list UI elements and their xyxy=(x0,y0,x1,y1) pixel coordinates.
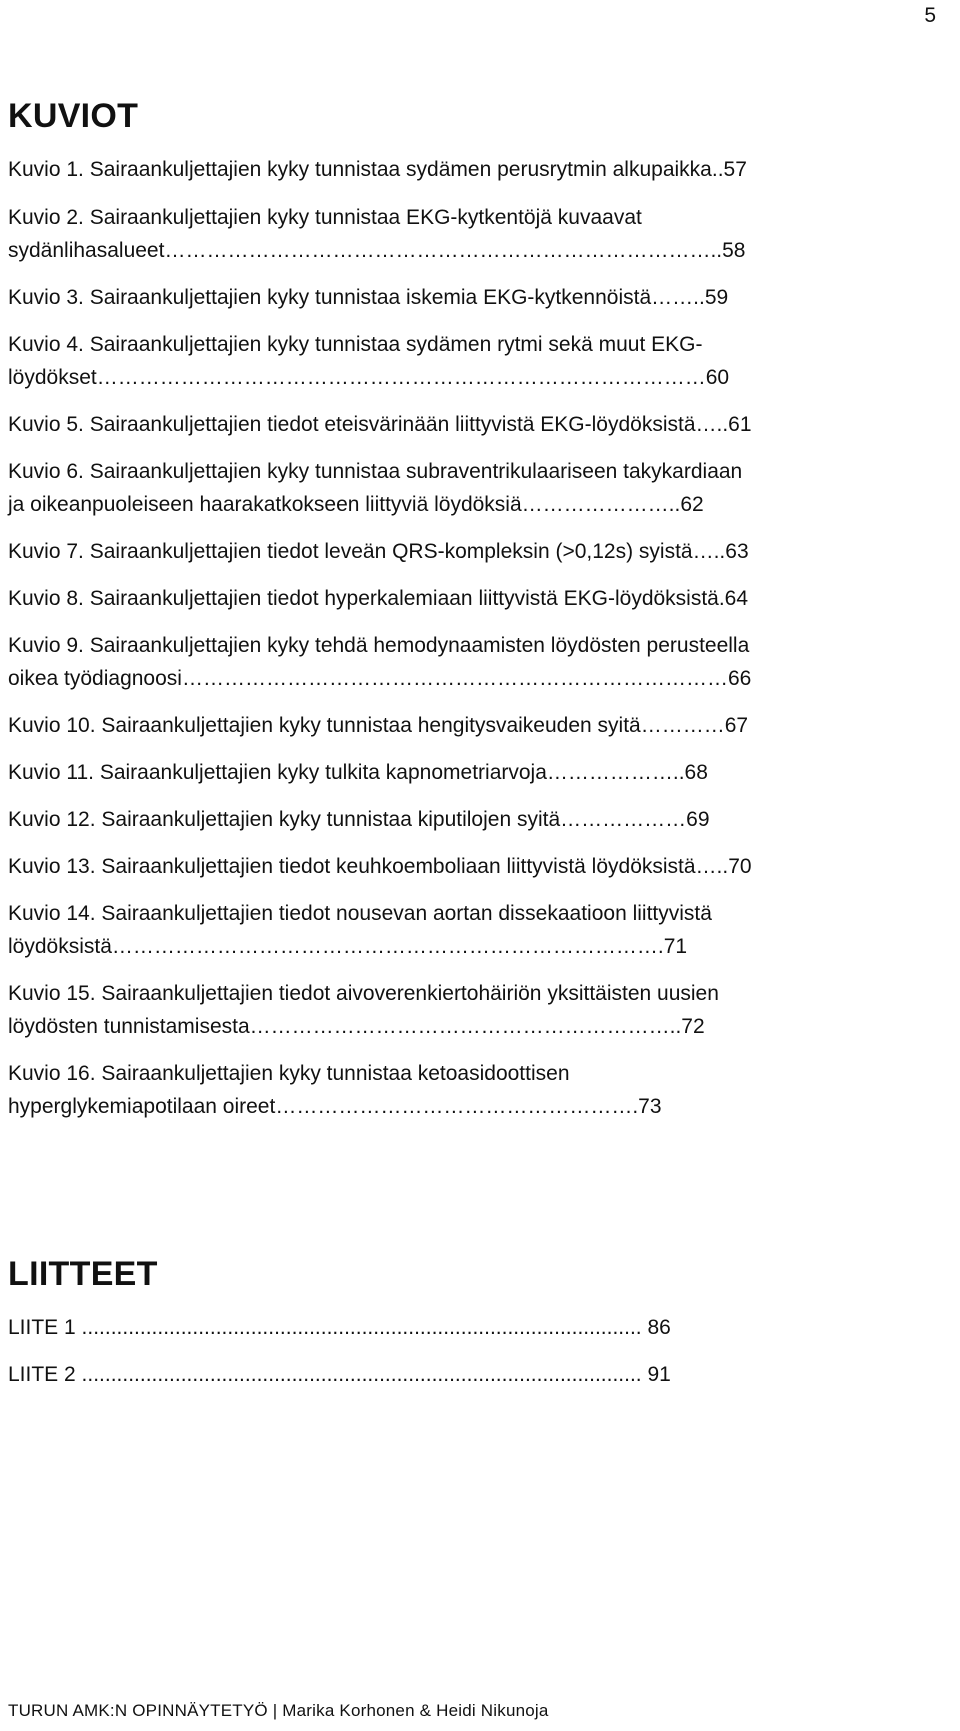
page-footer: TURUN AMK:N OPINNÄYTETYÖ | Marika Korhonen & Heidi Nikunoja xyxy=(8,1701,549,1720)
toc-entry-kuvio-6 xyxy=(8,455,948,521)
toc-line: Kuvio 7. Sairaankuljettajien tiedot leveän QRS-kompleksin (>0,12s) syistä…..63 xyxy=(8,540,749,563)
toc-line: löydöksistä…………………………………………………………………….71 xyxy=(8,935,688,958)
toc-entry-kuvio-5 xyxy=(8,408,948,441)
toc-line: Kuvio 8. Sairaankuljettajien tiedot hyperkalemiaan liittyvistä EKG-löydöksistä.64 xyxy=(8,587,749,610)
toc-entry-kuvio-9 xyxy=(8,629,948,695)
toc-entry-kuvio-12 xyxy=(8,803,948,836)
toc-entry-kuvio-1 xyxy=(8,153,948,186)
toc-line: Kuvio 16. Sairaankuljettajien kyky tunnistaa ketoasidoottisen xyxy=(8,1062,570,1085)
toc-line: Kuvio 10. Sairaankuljettajien kyky tunnistaa hengitysvaikeuden syitä…………67 xyxy=(8,714,749,737)
toc-entry-kuvio-13 xyxy=(8,850,948,883)
toc-line: Kuvio 15. Sairaankuljettajien tiedot aivoverenkiertohäiriön yksittäisten uusien xyxy=(8,982,719,1005)
toc-line: hyperglykemiapotilaan oireet…………………………………………….73 xyxy=(8,1095,662,1118)
toc-entry-kuvio-16 xyxy=(8,1057,948,1123)
toc-line: LIITE 2 ................................................................................................ 91 xyxy=(8,1363,671,1386)
liitteet-heading: LIITTEET xyxy=(8,1255,158,1293)
toc-entry-kuvio-2 xyxy=(8,201,948,267)
toc-entry-liite-1 xyxy=(8,1311,948,1344)
toc-entry-liite-2 xyxy=(8,1358,948,1391)
toc-line: LIITE 1 ................................................................................................ 86 xyxy=(8,1316,671,1339)
toc-line: Kuvio 5. Sairaankuljettajien tiedot eteisvärinään liittyvistä EKG-löydöksistä…..61 xyxy=(8,413,752,436)
toc-line: Kuvio 2. Sairaankuljettajien kyky tunnistaa EKG-kytkentöjä kuvaavat xyxy=(8,206,642,229)
toc-entry-kuvio-7 xyxy=(8,535,948,568)
toc-line: Kuvio 11. Sairaankuljettajien kyky tulkita kapnometriarvoja………………..68 xyxy=(8,761,708,784)
toc-line: Kuvio 13. Sairaankuljettajien tiedot keuhkoemboliaan liittyvistä löydöksistä…..70 xyxy=(8,855,752,878)
toc-line: Kuvio 14. Sairaankuljettajien tiedot nousevan aortan dissekaatioon liittyvistä xyxy=(8,902,712,925)
toc-line: Kuvio 6. Sairaankuljettajien kyky tunnistaa subraventrikulaariseen takykardiaan xyxy=(8,460,743,483)
toc-entry-kuvio-3 xyxy=(8,281,948,314)
toc-line: Kuvio 9. Sairaankuljettajien kyky tehdä hemodynaamisten löydösten perusteella xyxy=(8,634,750,657)
toc-entry-kuvio-15 xyxy=(8,977,948,1043)
toc-line: löydökset……………………………………………………………………………60 xyxy=(8,366,730,389)
toc-entry-kuvio-8 xyxy=(8,582,948,615)
toc-line: Kuvio 1. Sairaankuljettajien kyky tunnistaa sydämen perusrytmin alkupaikka..57 xyxy=(8,158,747,181)
toc-entry-kuvio-11 xyxy=(8,756,948,789)
toc-entry-kuvio-10 xyxy=(8,709,948,742)
toc-line: oikea työdiagnoosi……………………………………………………………………66 xyxy=(8,667,752,690)
toc-line: ja oikeanpuoleiseen haarakatkokseen liittyviä löydöksiä…………………..62 xyxy=(8,493,704,516)
toc-entry-kuvio-4 xyxy=(8,328,948,394)
toc-line: Kuvio 4. Sairaankuljettajien kyky tunnistaa sydämen rytmi sekä muut EKG- xyxy=(8,333,703,356)
toc-line: Kuvio 12. Sairaankuljettajien kyky tunnistaa kiputilojen syitä………………69 xyxy=(8,808,710,831)
toc-line: löydösten tunnistamisesta……………………………………………………..72 xyxy=(8,1015,705,1038)
kuviot-heading: KUVIOT xyxy=(8,97,139,135)
page-number: 5 xyxy=(924,4,936,27)
toc-line: Kuvio 3. Sairaankuljettajien kyky tunnistaa iskemia EKG-kytkennöistä……..59 xyxy=(8,286,729,309)
toc-entry-kuvio-14 xyxy=(8,897,948,963)
toc-line: sydänlihasalueet……………………………………………………………………..58 xyxy=(8,239,746,262)
